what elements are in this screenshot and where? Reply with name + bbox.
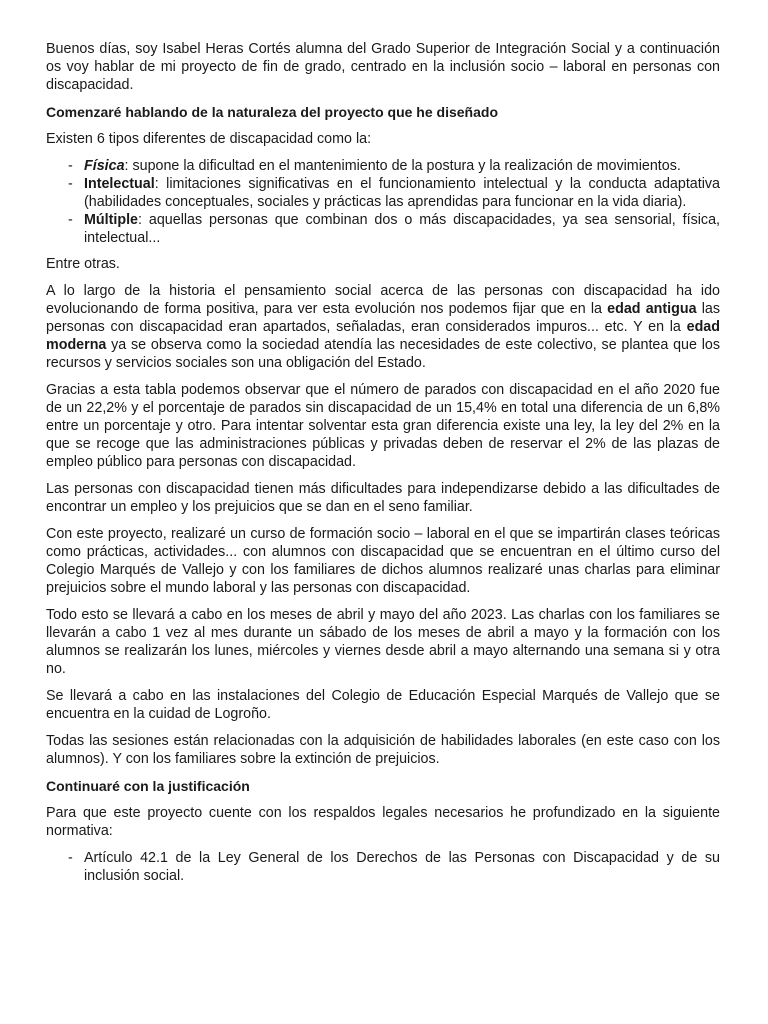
intro-paragraph: Buenos días, soy Isabel Heras Cortés alumna del Grado Superior de Integración Social y a continuación os voy hablar de mi proyecto de fin de grado, centrado en la inclusión socio – laboral en personas con discapacidad. — [46, 41, 720, 93]
list-item: - Intelectual: limitaciones significativas en el funcionamiento intelectual y la conducta adaptativa (habilidades conceptuales, sociales y prácticas las aprendidas para funcionar en la vida diaria). — [68, 176, 720, 210]
edad-antigua: edad antigua — [607, 301, 697, 317]
type-term: Física — [84, 158, 125, 174]
statistics-paragraph: Gracias a esta tabla podemos observar que el número de parados con discapacidad en el año 2020 fue de un 22,2% y el porcentaje de parados sin discapacidad de un 15,4% en total una diferencia de un 6,8% entre un porcentaje y otro. Para intentar solventar esta gran diferencia existe una ley, la ley del 2% en la que se recoge que las administraciones públicas y privadas deben de reservar el 2% de las plazas de empleo público para personas con discapacidad. — [46, 382, 720, 470]
location-paragraph: Se llevará a cabo en las instalaciones del Colegio de Educación Especial Marqués de Vallejo que se encuentra en la cuidad de Logroño. — [46, 688, 720, 722]
type-term: Intelectual — [84, 176, 155, 192]
disability-types-list — [46, 157, 720, 247]
list-item: - Artículo 42.1 de la Ley General de los Derechos de las Personas con Discapacidad y de su inclusión social. — [68, 850, 720, 884]
others-paragraph: Entre otras. — [46, 256, 120, 272]
schedule-paragraph: Todo esto se llevará a cabo en los meses de abril y mayo del año 2023. Las charlas con los familiares se llevarán a cabo 1 vez al mes durante un sábado de los meses de abril a mayo y la formación con los alumnos se realizarán los lunes, miércoles y viernes desde abril a mayo alternando una semana si y otra no. — [46, 607, 720, 677]
edad-moderna: edad moderna — [46, 319, 720, 353]
normative-intro: Para que este proyecto cuente con los respaldos legales necesarios he profundizado en la siguiente normativa: — [46, 805, 720, 839]
document-page — [46, 40, 720, 893]
project-paragraph: Con este proyecto, realizaré un curso de formación socio – laboral en el que se impartirán clases teóricas como prácticas, actividades... con alumnos con discapacidad que se encuentran en el último curso del Colegio Marqués de Vallejo y con los familiares de dichos alumnos realizaré unas charlas para eliminar prejuicios sobre el mundo laboral y las personas con discapacidad. — [46, 526, 720, 596]
type-desc: : supone la dificultad en el mantenimiento de la postura y la realización de movimientos. — [124, 158, 681, 174]
type-desc: : limitaciones significativas en el funcionamiento intelectual y la conducta adaptativa (habilidades conceptuales, sociales y prácticas las aprendidas para funcionar en la vida diaria). — [84, 176, 720, 210]
section-heading-justification: Continuaré con la justificación — [46, 778, 250, 794]
type-desc: : aquellas personas que combinan dos o más discapacidades, ya sea sensorial, física, intelectual... — [84, 212, 720, 246]
sessions-paragraph: Todas las sesiones están relacionadas con la adquisición de habilidades laborales (en este caso con los alumnos). Y con los familiares sobre la extinción de prejuicios. — [46, 733, 720, 767]
laws-list — [46, 849, 720, 885]
history-paragraph: A lo largo de la historia el pensamiento social acerca de las personas con discapacidad ha ido evolucionando de forma positiva, para ver esta evolución nos podemos fijar que en la edad antigua las personas con discapacidad eran apartados, señaladas, eran considerados impuros... etc. Y en la edad moderna ya se observa como la sociedad atendía las necesidades de este colectivo, se plantea que los recursos y servicios sociales son una obligación del Estado. — [46, 283, 720, 371]
list-item: - Física: supone la dificultad en el mantenimiento de la postura y la realización de movimientos. — [68, 158, 681, 174]
difficulties-paragraph: Las personas con discapacidad tienen más dificultades para independizarse debido a las dificultades de encontrar un empleo y los prejuicios que se dan en el seno familiar. — [46, 481, 720, 515]
law-text: Artículo 42.1 de la Ley General de los Derechos de las Personas con Discapacidad y de su inclusión social. — [84, 850, 720, 884]
section-heading-nature: Comenzaré hablando de la naturaleza del proyecto que he diseñado — [46, 104, 498, 120]
types-intro: Existen 6 tipos diferentes de discapacidad como la: — [46, 131, 372, 147]
list-item: - Múltiple: aquellas personas que combinan dos o más discapacidades, ya sea sensorial, física, intelectual... — [68, 212, 720, 246]
type-term: Múltiple — [84, 212, 139, 228]
